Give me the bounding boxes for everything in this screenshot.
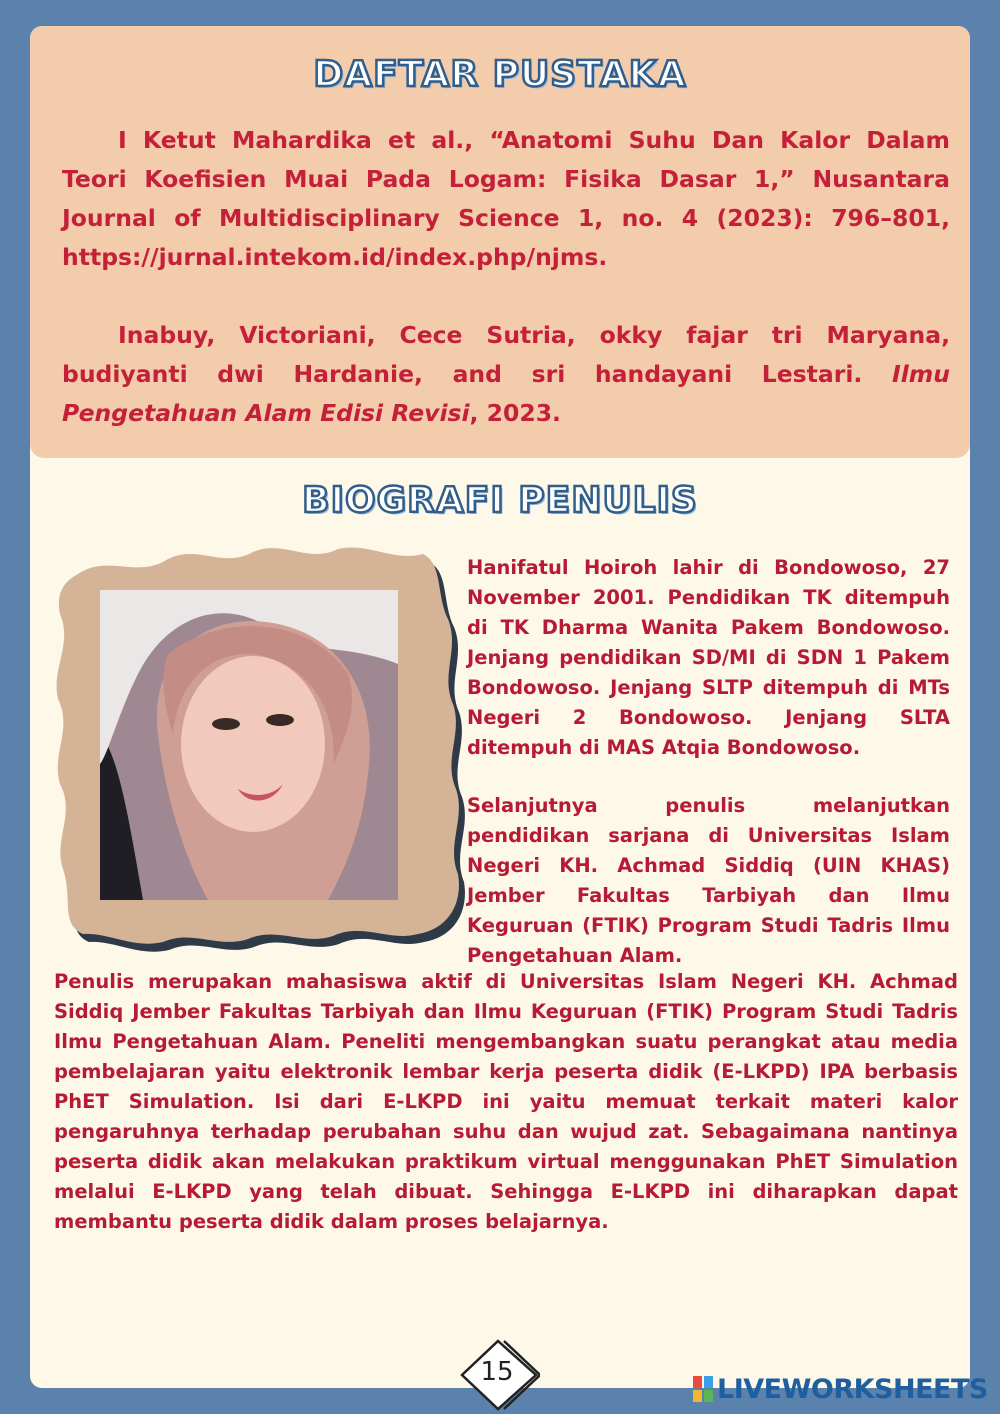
biography-paragraph-1: Hanifatul Hoiroh lahir di Bondowoso, 27 November 2001. Pendidikan TK ditempuh di TK Dharma Wanita Pakem Bondowoso. Jenjang pendidikan SD/MI di SDN 1 Pakem Bondowoso. Jenjang SLTP ditempuh di MTs Negeri 2 Bondowoso. Jenjang SLTA ditempuh di MAS Atqia Bondowoso. bbox=[467, 556, 950, 759]
references-heading: DAFTAR PUSTAKA bbox=[313, 54, 687, 95]
page-number-badge bbox=[460, 1339, 540, 1411]
liveworksheets-icon bbox=[693, 1376, 713, 1402]
page bbox=[30, 26, 970, 1388]
reference-2-title: Ilmu Pengetahuan Alam Edisi Revisi bbox=[62, 360, 950, 427]
liveworksheets-logo bbox=[693, 1374, 988, 1404]
reference-2-year: , 2023. bbox=[469, 399, 561, 427]
reference-entry-1: I Ketut Mahardika et al., “Anatomi Suhu Dan Kalor Dalam Teori Koefisien Muai Pada Logam: Fisika Dasar 1,” Nusantara Journal of Multidisciplinary Science 1, no. 4 (2023): 796–801, https://jurnal.intekom.id/index.php/njms. bbox=[62, 126, 950, 271]
biography-heading: BIOGRAFI PENULIS bbox=[302, 480, 698, 521]
biography-paragraph-3: Penulis merupakan mahasiswa aktif di Universitas Islam Negeri KH. Achmad Siddiq Jember Fakultas Tarbiyah dan Ilmu Keguruan (FTIK) Program Studi Tadris Ilmu Pengetahuan Alam. Peneliti mengembangkan suatu perangkat atau media pembelajaran yaitu elektronik lembar kerja peserta didik (E-LKPD) IPA berbasis PhET Simulation. Isi dari E-LKPD ini yaitu memuat terkait materi kalor pengaruhnya terhadap perubahan suhu dan wujud zat. Sebagaimana nantinya peserta didik akan melakukan praktikum virtual menggunakan PhET Simulation melalui E-LKPD yang telah dibuat. Sehingga E-LKPD ini diharapkan dapat membantu peserta didik dalam proses belajarnya. bbox=[54, 970, 958, 1233]
author-photo bbox=[100, 590, 398, 900]
author-photo-frame bbox=[48, 534, 468, 954]
brand-name: LIVEWORKSHEETS bbox=[717, 1373, 988, 1405]
reference-2-authors: Inabuy, Victoriani, Cece Sutria, okky fajar tri Maryana, budiyanti dwi Hardanie, and sri handayani Lestari. bbox=[62, 321, 950, 388]
page-number: 15 bbox=[480, 1357, 514, 1387]
reference-entry-2 bbox=[62, 316, 950, 433]
biography-paragraph-2: Selanjutnya penulis melanjutkan pendidikan sarjana di Universitas Islam Negeri KH. Achmad Siddiq (UIN KHAS) Jember Fakultas Tarbiyah dan Ilmu Keguruan (FTIK) Program Studi Tadris Ilmu Pengetahuan Alam. bbox=[467, 794, 950, 967]
